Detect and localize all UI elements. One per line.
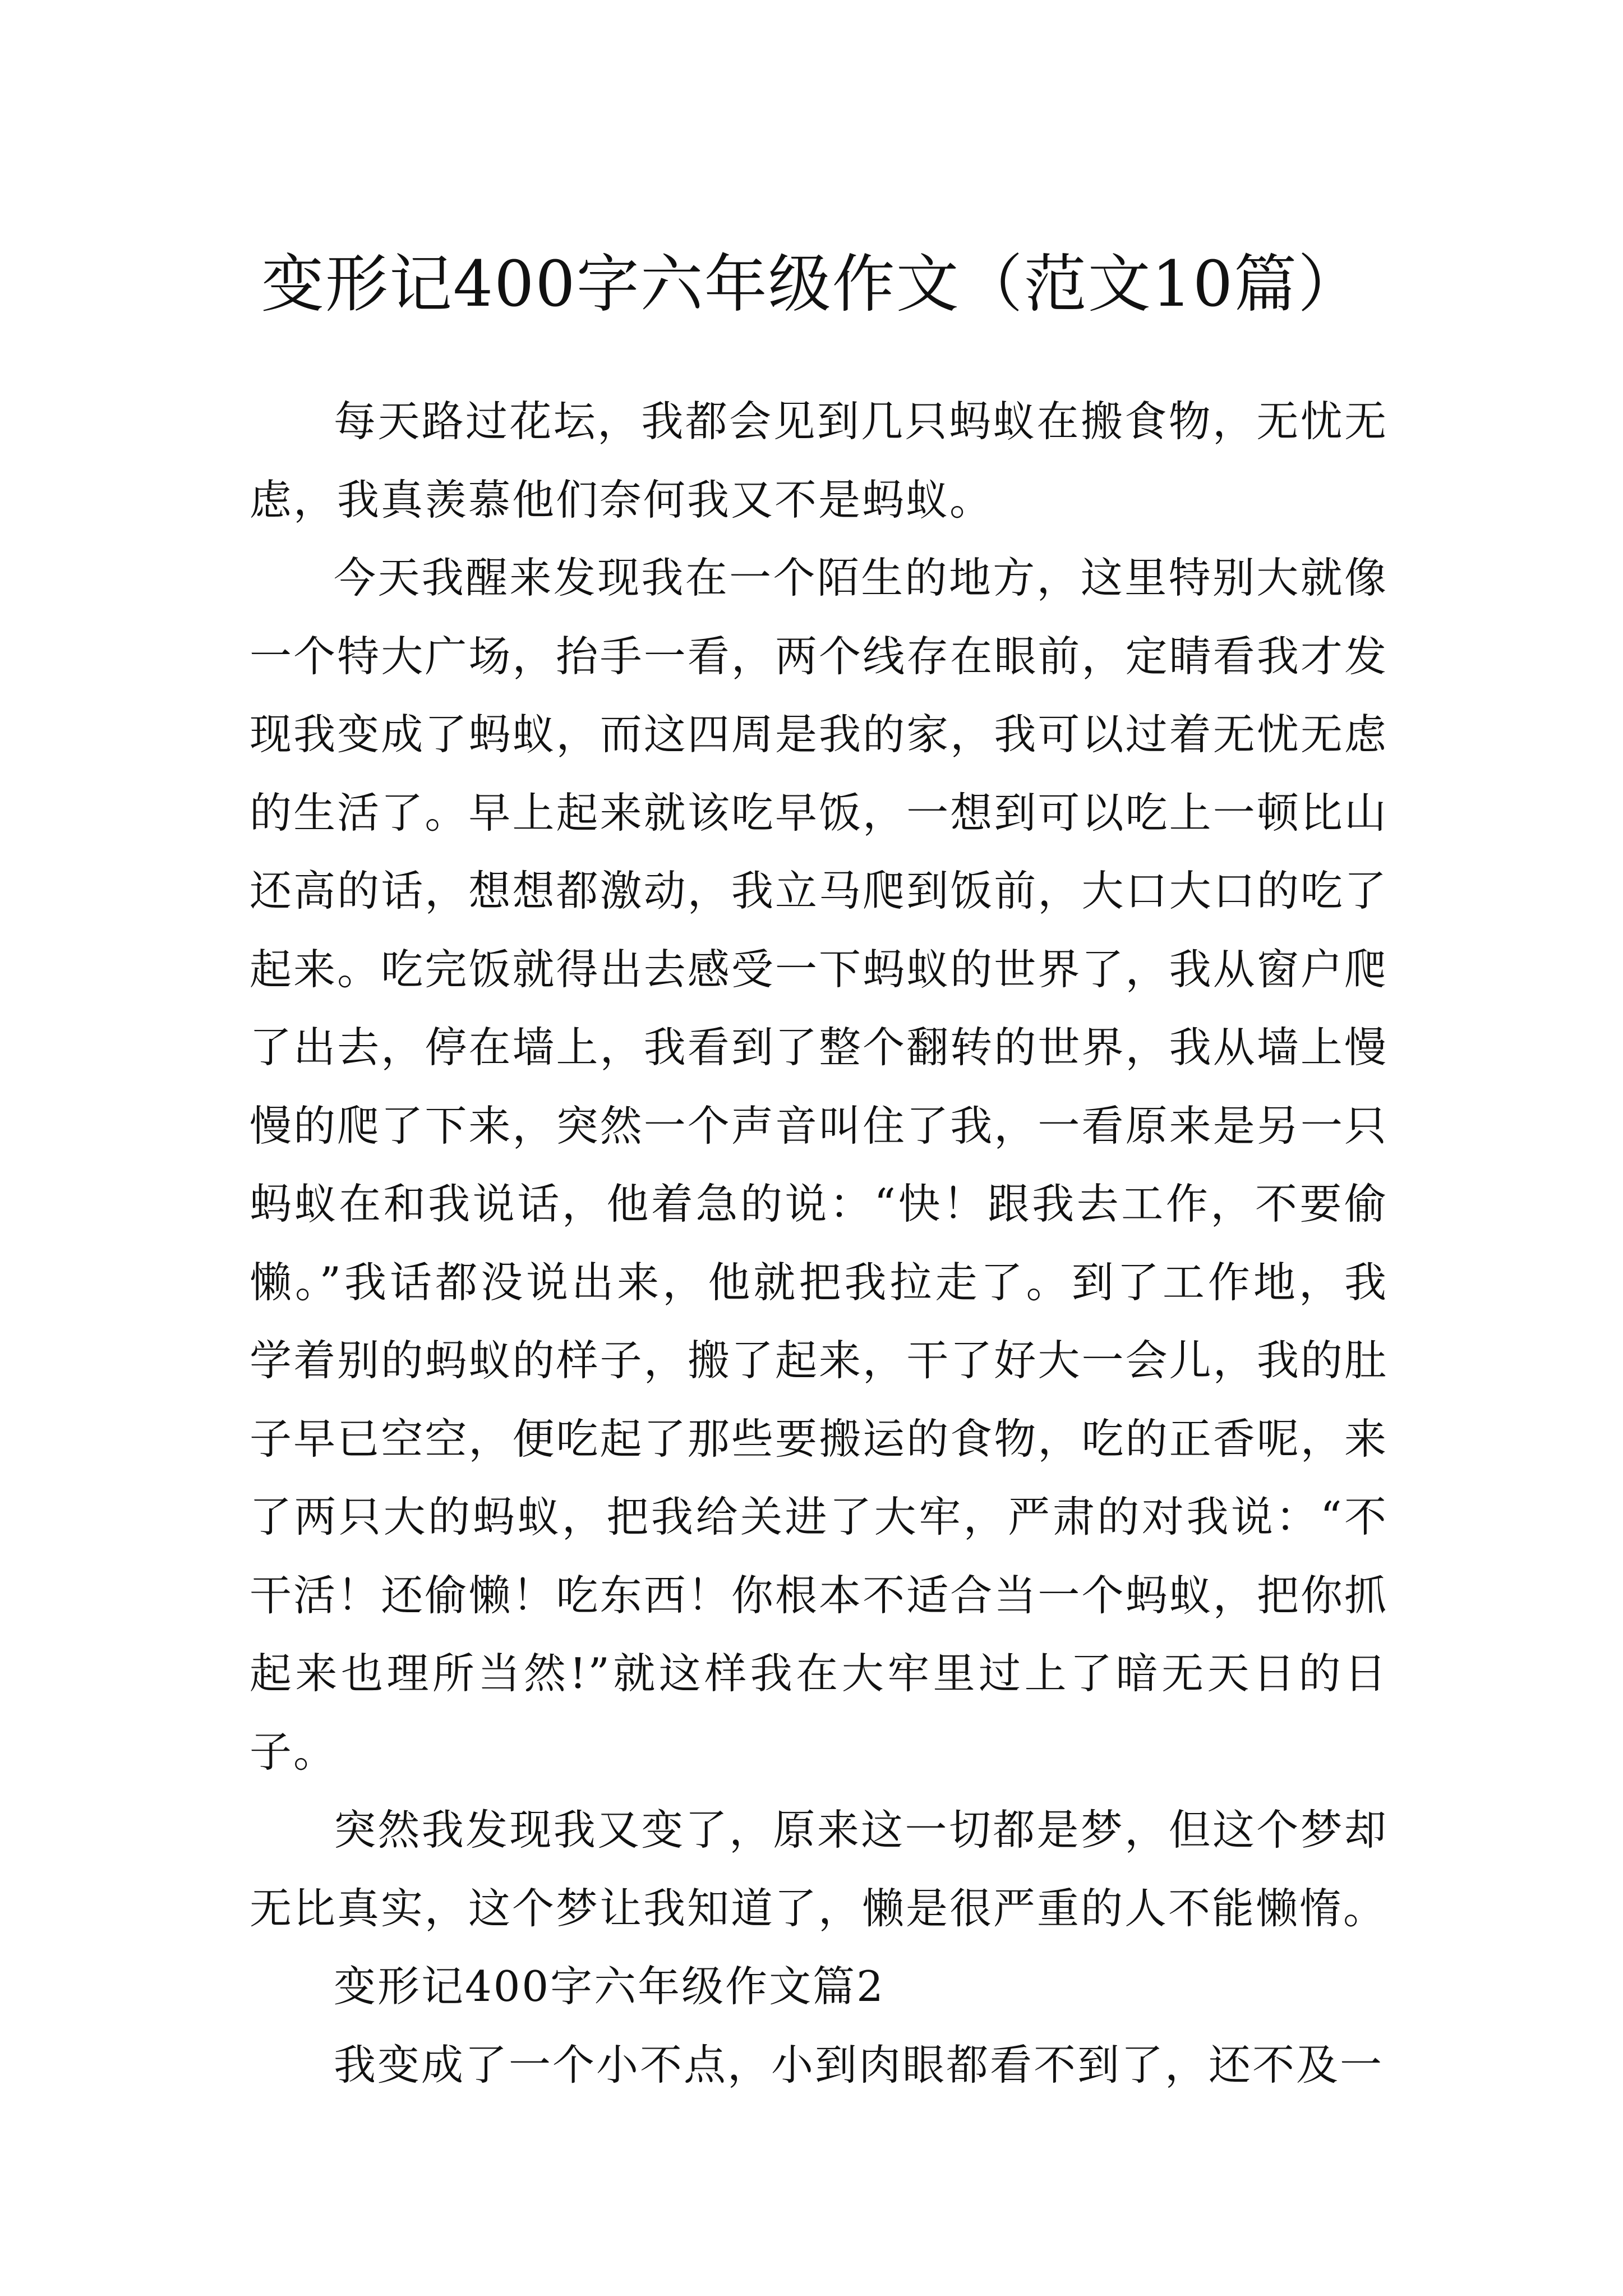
document-title: 变形记400字六年级作文（范文10篇） bbox=[261, 248, 1362, 321]
essay-2-first-line: 我变成了一个小不点，小到肉眼都看不到了，还不及一 bbox=[334, 2040, 1384, 2090]
paragraph-intro: 每天路过花坛，我都会见到几只蚂蚁在搬食物，无忧无虑，我真羡慕他们奈何我又不是蚂蚁。 bbox=[250, 397, 1388, 524]
paragraph-awake: 突然我发现我又变了，原来这一切都是梦，但这个梦却无比真实，这个梦让我知道了，懒是很严重的人不能懒惰。 bbox=[250, 1805, 1388, 1933]
paragraph-dream: 今天我醒来发现我在一个陌生的地方，这里特别大就像一个特大广场，抬手一看，两个线存在眼前，定睛看我才发现我变成了蚂蚁，而这四周是我的家，我可以过着无忧无虑的生活了。早上起来就该吃早饭，一想到可以吃上一顿比山还高的话，想想都激动，我立马爬到饭前，大口大口的吃了起来。吃完饭就得出去感受一下蚂蚁的世界了，我从窗户爬了出去，停在墙上，我看到了整个翻转的世界，我从墙上慢慢的爬了下来，突然一个声音叫住了我，一看原来是另一只蚂蚁在和我说话，他着急的说：“快！跟我去工作，不要偷懒。”我话都没说出来，他就把我拉走了。到了工作地，我学着别的蚂蚁的样子，搬了起来，干了好大一会儿，我的肚子早已空空，便吃起了那些要搬运的食物，吃的正香呢，来了两只大的蚂蚁，把我给关进了大牢，严肃的对我说：“不干活！还偷懒！吃东西！你根本不适合当一个蚂蚁，把你抓起来也理所当然!”就这样我在大牢里过上了暗无天日的日子。 bbox=[250, 553, 1388, 1777]
document-body bbox=[250, 383, 1388, 2104]
essay-2-heading: 变形记400字六年级作文篇2 bbox=[334, 1962, 885, 2011]
